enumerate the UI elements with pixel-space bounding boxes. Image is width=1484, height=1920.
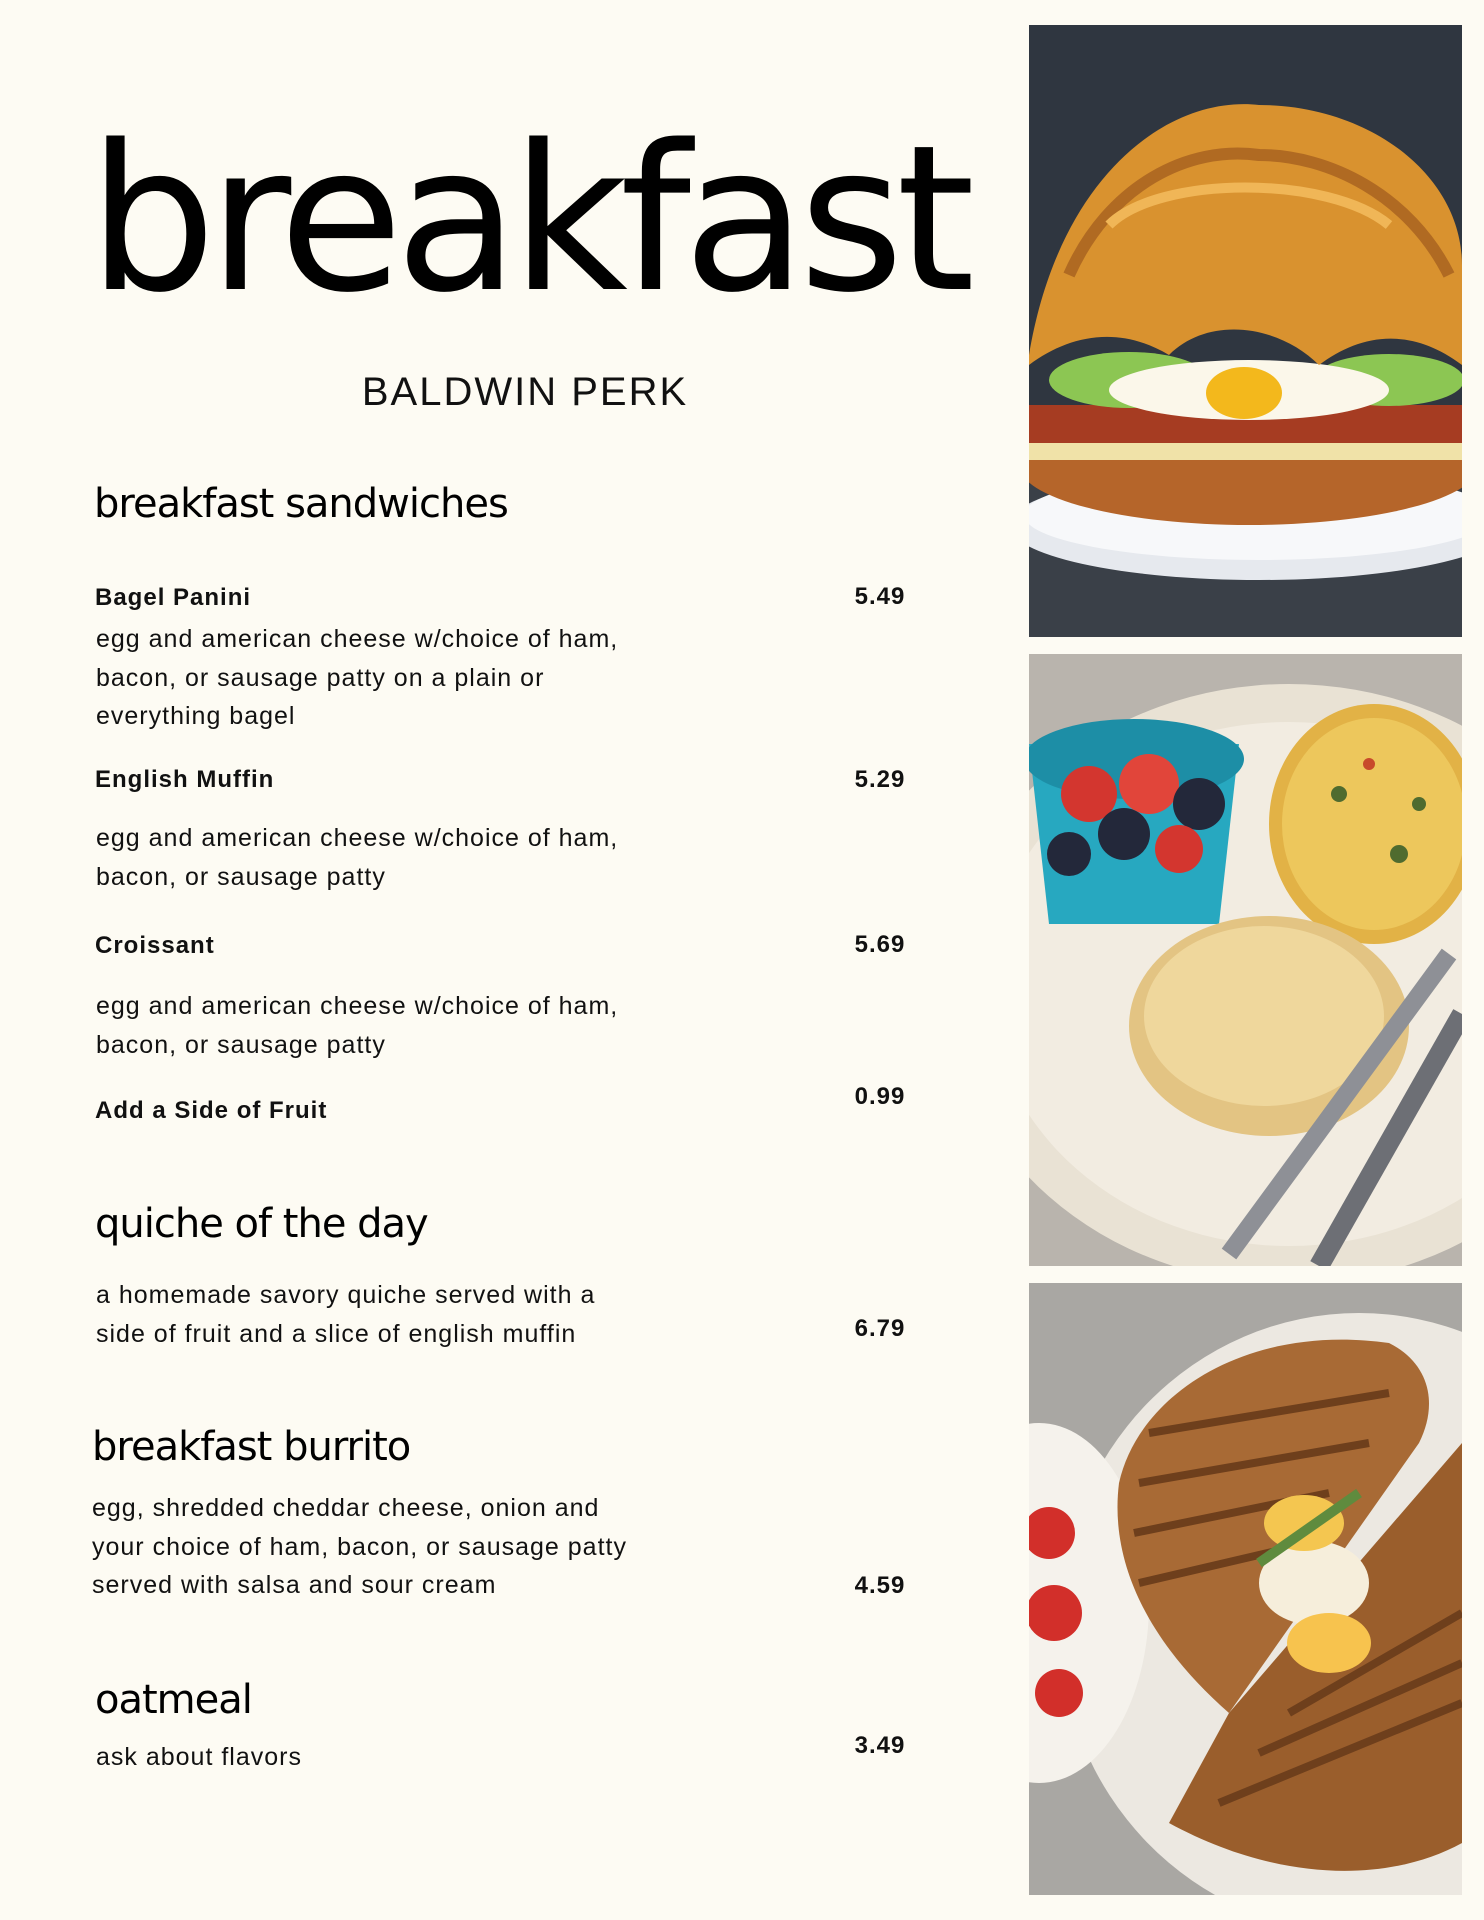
description-line: side of fruit and a slice of english muffin [96,1319,577,1348]
item-description-bagel-panini [96,620,618,736]
item-description-burrito [92,1489,627,1605]
section-heading-burrito: breakfast burrito [92,1424,411,1470]
item-name-english-muffin: English Muffin [95,766,275,793]
description-line: ask about flavors [96,1743,302,1771]
section-heading-quiche: quiche of the day [95,1201,428,1247]
item-price-croissant: 5.69 [854,931,906,958]
croissant-sandwich-photo [1029,25,1462,637]
item-description-quiche [96,1276,595,1353]
item-name-croissant: Croissant [95,932,215,959]
item-description-croissant [96,987,618,1064]
item-price-oatmeal: 3.49 [854,1732,906,1759]
item-name-side-of-fruit: Add a Side of Fruit [95,1097,328,1124]
description-line: egg, shredded cheddar cheese, onion and [92,1494,600,1522]
restaurant-name: BALDWIN PERK [361,370,689,414]
description-line: egg and american cheese w/choice of ham, [96,625,619,653]
section-heading-sandwiches: breakfast sandwiches [94,481,508,527]
item-price-side-of-fruit: 0.99 [854,1083,906,1110]
description-line: egg and american cheese w/choice of ham, [96,992,619,1020]
section-heading-oatmeal: oatmeal [95,1677,252,1723]
item-description-oatmeal [96,1738,302,1777]
item-price-english-muffin: 5.29 [854,766,906,793]
quiche-plate-photo [1029,654,1462,1266]
description-line: a homemade savory quiche served with a [96,1281,596,1309]
item-name-bagel-panini: Bagel Panini [95,584,252,611]
item-price-quiche: 6.79 [854,1315,906,1342]
description-line: bacon, or sausage patty on a plain or [96,663,545,692]
description-line: served with salsa and sour cream [92,1571,497,1599]
menu-title: breakfast [88,101,968,337]
item-price-bagel-panini: 5.49 [854,583,906,610]
item-price-burrito: 4.59 [854,1572,906,1599]
description-line: your choice of ham, bacon, or sausage patty [92,1532,627,1561]
bagel-panini-photo [1029,1283,1462,1895]
description-line: bacon, or sausage patty [96,862,386,891]
item-description-english-muffin [96,819,618,896]
description-line: egg and american cheese w/choice of ham, [96,824,619,852]
description-line: everything bagel [96,702,296,730]
description-line: bacon, or sausage patty [96,1030,386,1059]
